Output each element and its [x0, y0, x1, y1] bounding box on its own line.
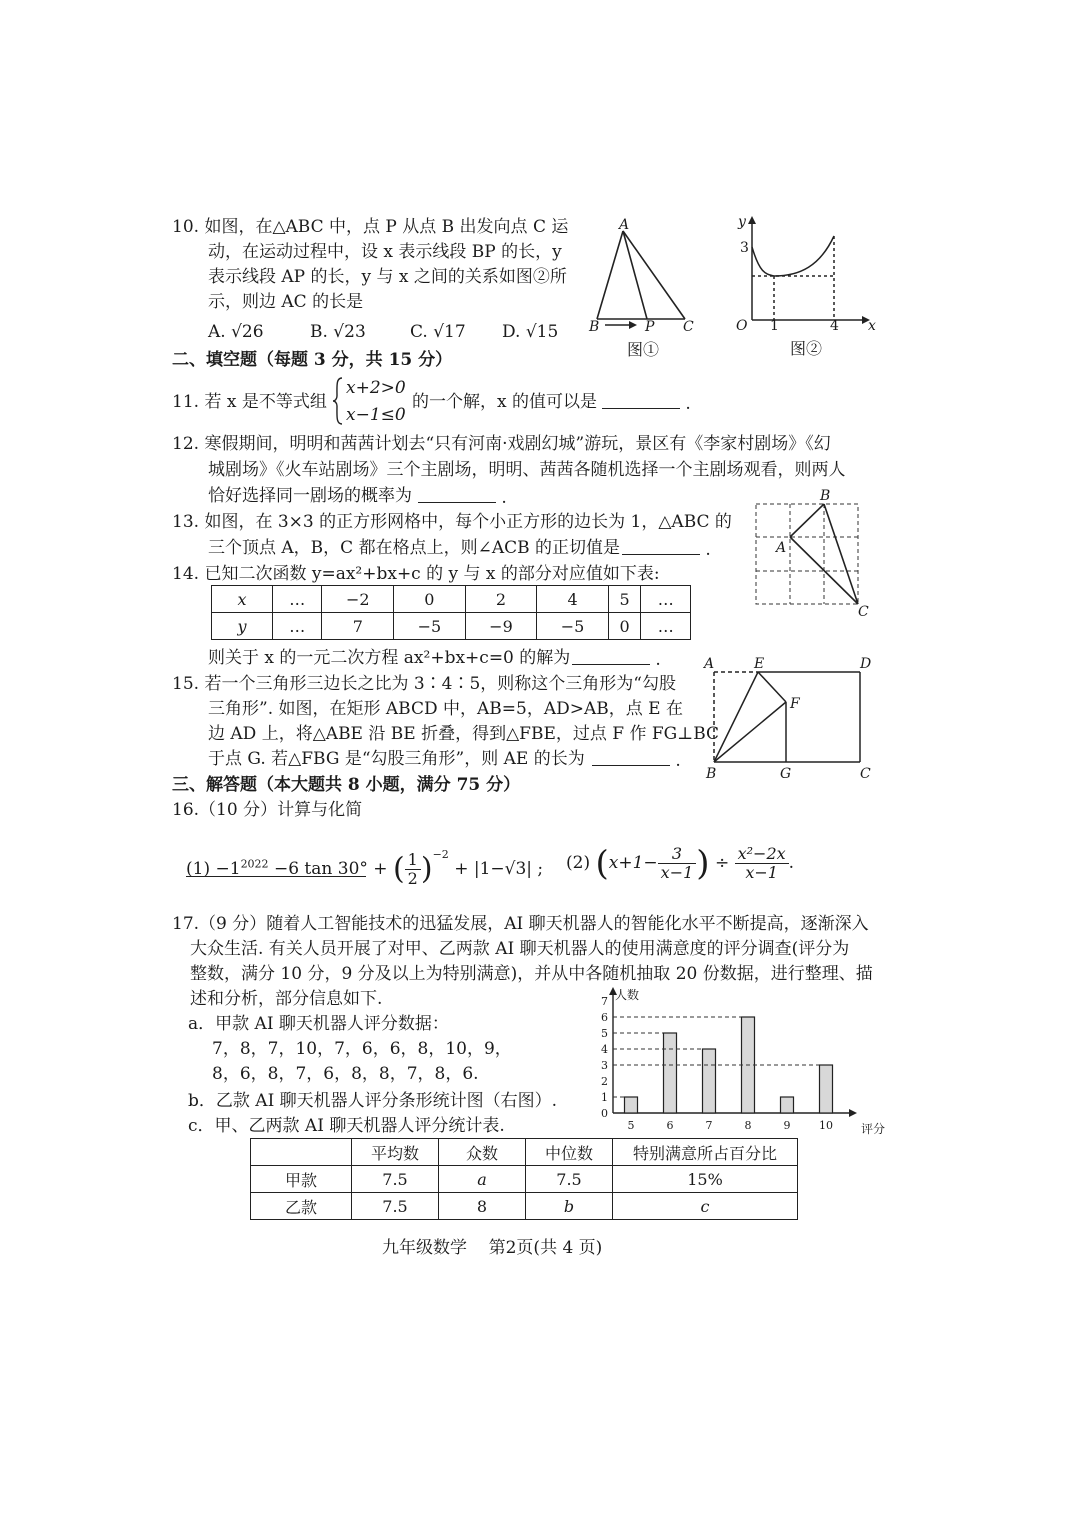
q11-suffix: 的一个解，x 的值可以是 — [412, 392, 597, 412]
q17-td: c — [613, 1193, 798, 1220]
chart-x-tick-label: 6 — [666, 1119, 674, 1132]
q14-intro: 14. 已知二次函数 y=ax²+bx+c 的 y 与 x 的部分对应值如下表: — [172, 564, 660, 584]
q17-a-data-2: 8，6，8，7，6，8，8，7，8，6. — [212, 1064, 479, 1084]
q16-p1-exp: 2022 — [240, 857, 269, 871]
q17-stats-table — [250, 1138, 798, 1220]
q17-th: 众数 — [439, 1139, 526, 1166]
q16-p1-c: + |1−√3| ; — [454, 859, 544, 879]
q11-ineq-1: x+2>0 — [346, 378, 406, 398]
chart-bar — [781, 1097, 794, 1113]
chart-y-tick-label: 6 — [601, 1011, 608, 1024]
q17-a-data-1: 7，8，7，10，7，6，6，8，10，9， — [212, 1039, 512, 1059]
q17-td: 乙款 — [251, 1193, 352, 1220]
chart-y-tick-label: 5 — [601, 1027, 608, 1040]
q17-td: a — [439, 1166, 526, 1193]
q14-cell: −5 — [537, 613, 609, 640]
q16-p2-num2: x²−2x — [735, 845, 789, 864]
q17-line-3: 整数，满分 10 分，9 分及以上为特别满意)，并从中各随机抽取 20 份数据，进行整理、描 — [190, 964, 873, 984]
q14-answer-blank: . — [572, 646, 661, 672]
q16-p1-exp2: −2 — [432, 848, 449, 861]
q12-line-1: 12. 寒假期间，明明和茜茜计划去“只有河南·戏剧幻城”游玩，景区有《李家村剧场》《幻 — [172, 434, 831, 454]
q15-label-b: B — [706, 766, 717, 782]
fig2-label-y: y — [738, 214, 746, 230]
q10-line-2: 动，在运动过程中，设 x 表示线段 BP 的长，y — [208, 242, 562, 262]
q17-table-row — [251, 1166, 798, 1193]
page-footer: 九年级数学 第2页(共 4 页) — [382, 1238, 603, 1258]
q17-line-4: 述和分析，部分信息如下. — [190, 989, 383, 1009]
q16-p2-num1: 3 — [658, 845, 697, 864]
q14-cell: −5 — [394, 613, 466, 640]
section-2-title: 二、填空题（每题 3 分，共 15 分） — [172, 350, 453, 370]
q16-p1-b: −6 tan 30° + — [273, 859, 388, 879]
q15-line-3: 边 AD 上，将△ABE 沿 BE 折叠，得到△FBE，过点 F 作 FG⊥BC — [208, 724, 720, 744]
fig1-label-p: P — [645, 319, 655, 335]
q17-td: 8 — [439, 1193, 526, 1220]
q10-option-c: C. √17 — [410, 322, 466, 342]
chart-bar — [703, 1049, 716, 1113]
chart-y-tick-label: 3 — [601, 1059, 608, 1072]
q16-p2-den1: x−1 — [660, 863, 694, 882]
q17-c-text: c．甲、乙两款 AI 聊天机器人评分统计表. — [188, 1116, 505, 1136]
q10-figure-2 — [730, 212, 880, 364]
q11-brace — [332, 376, 344, 426]
q17-th — [251, 1139, 352, 1166]
q17-bar-chart — [585, 985, 885, 1135]
q17-table-header — [251, 1139, 798, 1166]
q13-line-1: 13. 如图，在 3×3 的正方形网格中，每个小正方形的边长为 1，△ABC 的 — [172, 512, 732, 532]
q10-line-1: 10. 如图，在△ABC 中，点 P 从点 B 出发向点 C 运 — [172, 217, 569, 237]
q15-label-f: F — [790, 696, 800, 712]
q16-p2-a: x+1− — [608, 853, 658, 873]
q16-p1-num: 1 — [405, 851, 421, 870]
q17-table-row — [251, 1193, 798, 1220]
q14-cell: 5 — [608, 586, 641, 613]
q12-line-2: 城剧场》《火车站剧场》三个主剧场，明明、茜茜各随机选择一个主剧场观看，则两人 — [208, 460, 846, 480]
q17-td: b — [526, 1193, 613, 1220]
q14-after: 则关于 x 的一元二次方程 ax²+bx+c=0 的解为 — [208, 648, 571, 668]
chart-y-tick-label: 2 — [601, 1075, 608, 1088]
q16-p2-den2: x−1 — [745, 863, 778, 882]
q13-grid-figure — [748, 488, 873, 618]
section-3-title: 三、解答题（本大题共 8 小题，满分 75 分） — [172, 775, 521, 795]
q10-figure-1 — [585, 215, 705, 365]
q11-ineq-2: x−1≤0 — [346, 405, 406, 425]
q15-rectangle-figure — [700, 652, 885, 784]
chart-x-tick-label: 7 — [705, 1119, 713, 1132]
q10-line-4: 示，则边 AC 的长是 — [208, 292, 364, 312]
fig1-label-c: C — [683, 319, 694, 335]
q15-label-c: C — [860, 766, 871, 782]
q17-td: 7.5 — [352, 1193, 439, 1220]
fig2-label-3: 3 — [740, 240, 749, 256]
q16-p1-a: −1 — [215, 859, 241, 879]
q14-cell: 7 — [322, 613, 394, 640]
q14-value-table — [211, 585, 691, 640]
q17-td: 15% — [613, 1166, 798, 1193]
q16-title: 16.（10 分）计算与化简 — [172, 800, 363, 820]
q17-th: 平均数 — [352, 1139, 439, 1166]
q14-row-x — [212, 586, 691, 613]
chart-bar — [820, 1065, 833, 1113]
q10-option-a: A. √26 — [208, 322, 264, 342]
q17-b-text: b．乙款 AI 聊天机器人评分条形统计图（右图）. — [188, 1091, 558, 1111]
q16-p2-end: . — [788, 853, 795, 873]
fig1-caption: 图① — [627, 340, 660, 359]
q14-cell: −2 — [322, 586, 394, 613]
q13-label-b: B — [820, 488, 831, 504]
fig2-label-o: O — [736, 318, 748, 334]
chart-x-arrow — [849, 1109, 857, 1117]
q16-p2-label: (2) — [566, 853, 591, 873]
chart-x-axis-label: 评分 — [861, 1122, 886, 1136]
fig2-label-1: 1 — [770, 318, 779, 334]
q15-label-d: D — [860, 656, 872, 672]
q14-cell: 2 — [465, 586, 537, 613]
q17-line-1: 17.（9 分）随着人工智能技术的迅猛发展，AI 聊天机器人的智能化水平不断提高，逐渐深入 — [172, 914, 869, 934]
chart-y-tick-label: 4 — [601, 1043, 608, 1056]
chart-y-tick-label: 7 — [601, 995, 608, 1008]
q13-line-2: 三个顶点 A，B，C 都在格点上，则∠ACB 的正切值是 — [208, 538, 621, 558]
fig1-label-a: A — [619, 217, 630, 233]
q17-td: 7.5 — [352, 1166, 439, 1193]
chart-y-tick-label: 0 — [601, 1107, 608, 1120]
q14-cell: y — [212, 613, 273, 640]
q15-line-1: 15. 若一个三角形三边长之比为 3∶4∶5，则称这个三角形为“勾股 — [172, 674, 676, 694]
q17-a-title: a．甲款 AI 聊天机器人评分数据： — [188, 1014, 449, 1034]
fig2-label-x: x — [868, 318, 876, 334]
q15-label-a: A — [704, 656, 715, 672]
q10-option-d: D. √15 — [502, 322, 559, 342]
q16-p1-underline — [186, 876, 366, 877]
chart-bar — [625, 1097, 638, 1113]
chart-x-tick-label: 5 — [627, 1119, 635, 1132]
q16-part-2: (2) (x+1− $\frac{3}{x-1}$ ) ÷ $\frac{\text{x²−2x}}{x-1}$ . — [566, 843, 795, 884]
q11-prefix: 11. 若 x 是不等式组 — [172, 392, 327, 412]
q17-td: 甲款 — [251, 1166, 352, 1193]
q10-option-b: B. √23 — [310, 322, 366, 342]
q15-answer-blank: . — [592, 747, 681, 773]
fig1-label-b: B — [589, 319, 600, 335]
q15-line-4: 于点 G. 若△FBG 是“勾股三角形”，则 AE 的长为 — [208, 749, 585, 769]
q15-label-g: G — [780, 766, 792, 782]
q13-answer-blank: . — [622, 536, 711, 562]
q14-cell: 4 — [537, 586, 609, 613]
q10-line-3: 表示线段 AP 的长，y 与 x 之间的关系如图②所 — [208, 267, 567, 287]
q14-cell: x — [212, 586, 273, 613]
q16-part-1: $(1) -1^{2022} -6$ tan 30° + ( $\frac{1}{2}$ )$^{-2}$ + |1−√3| ; — [186, 848, 544, 888]
q14-cell: … — [641, 586, 691, 613]
chart-y-axis-label: 人数 — [615, 988, 640, 1002]
fig2-caption: 图② — [790, 339, 823, 358]
q17-th: 中位数 — [526, 1139, 613, 1166]
q14-cell: … — [641, 613, 691, 640]
q11-answer-blank: . — [602, 390, 691, 416]
q12-answer-blank: . — [418, 484, 507, 510]
q17-line-2: 大众生活. 有关人员开展了对甲、乙两款 AI 聊天机器人的使用满意度的评分调查(评分为 — [190, 939, 850, 959]
q14-cell: 0 — [608, 613, 641, 640]
q13-label-c: C — [858, 604, 869, 620]
q17-td: 7.5 — [526, 1166, 613, 1193]
q15-line-2: 三角形”. 如图，在矩形 ABCD 中，AB=5，AD>AB，点 E 在 — [208, 699, 683, 719]
q14-cell: … — [273, 613, 322, 640]
q12-line-3: 恰好选择同一剧场的概率为 — [208, 486, 412, 506]
chart-y-tick-label: 1 — [601, 1091, 608, 1104]
q16-p1-label: (1) — [186, 859, 211, 879]
chart-x-tick-label: 8 — [744, 1119, 752, 1132]
q14-row-y — [212, 613, 691, 640]
q13-label-a: A — [776, 540, 787, 556]
q15-label-e: E — [754, 656, 765, 672]
chart-bar — [664, 1033, 677, 1113]
chart-x-tick-label: 10 — [819, 1119, 833, 1132]
q14-cell: … — [273, 586, 322, 613]
q16-p2-div: ÷ — [714, 853, 730, 873]
chart-x-tick-label: 9 — [783, 1119, 791, 1132]
q16-p1-den: 2 — [407, 869, 418, 888]
q14-cell: 0 — [394, 586, 466, 613]
q17-th: 特别满意所占百分比 — [613, 1139, 798, 1166]
q14-cell: −9 — [465, 613, 537, 640]
fig2-label-4: 4 — [830, 318, 839, 334]
